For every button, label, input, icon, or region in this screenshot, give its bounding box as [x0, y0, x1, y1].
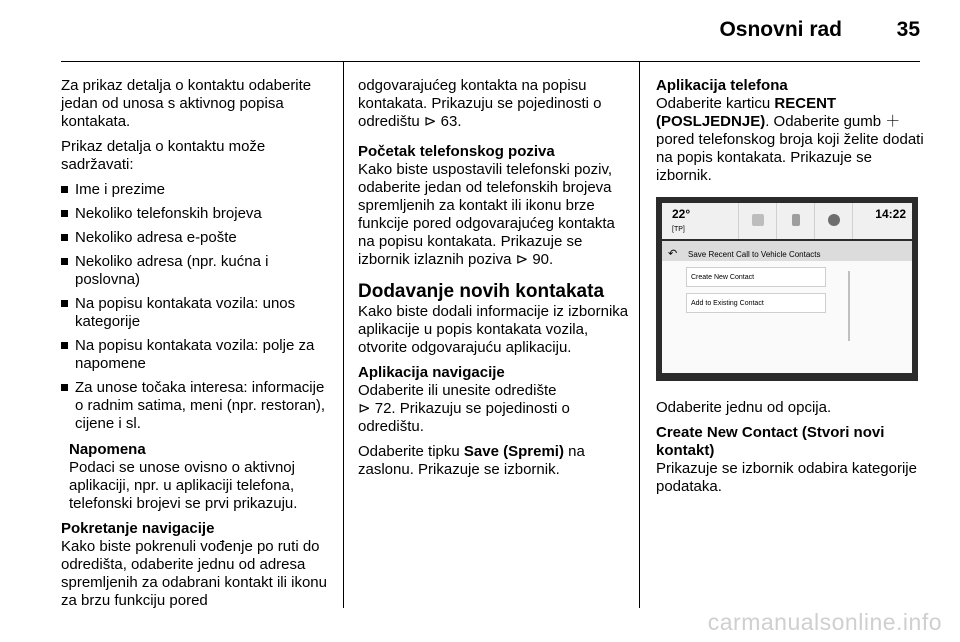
note-box: [61, 441, 331, 513]
paragraph: Odaberite tipku Save (Spremi) na zaslonu. Prikazuje se izbornik.: [358, 443, 585, 478]
add-to-existing-contact-button: Add to Existing Contact: [686, 293, 826, 313]
plus-icon: ＋: [885, 113, 901, 130]
title-bar: [662, 241, 912, 261]
paragraph: Odaberite karticu RECENT (POSLJEDNJE). Odaberite gumb ＋ pored telefonskog broja koji želite dodati na popis kontakata. Prikazuje se izbornik.: [656, 95, 924, 184]
temperature: 22°: [672, 207, 691, 221]
page-number: 35: [896, 18, 920, 41]
column-3: [656, 77, 924, 496]
paragraph: Odaberite jednu od opcija.: [656, 399, 832, 416]
header-rule: [61, 61, 920, 62]
clock: 14:22: [875, 207, 906, 221]
note-text: Podaci se unose ovisno o aktivnoj aplikaciji, npr. u aplikaciji telefona, telefonski brojevi se prvi prikazuju.: [69, 459, 298, 512]
list-item: Ime i prezime: [61, 181, 331, 199]
list-item: Na popisu kontakata vozila: polje za napomene: [61, 337, 331, 373]
bullet-icon: [61, 342, 68, 349]
reference-arrow-icon: ⊳: [423, 113, 437, 130]
detail-list: [61, 181, 331, 433]
column-1: [61, 77, 331, 610]
subheading: Aplikacija telefona: [656, 77, 788, 94]
bullet-icon: [61, 186, 68, 193]
list-item: Nekoliko adresa e-pošte: [61, 229, 331, 247]
column-divider-1: [343, 62, 344, 608]
paragraph: Odaberite ili unesite odredište ⊳ 72. Prikazuju se pojedinosti o odredištu.: [358, 382, 570, 435]
bullet-icon: [61, 258, 68, 265]
tab-navigation: [738, 203, 777, 239]
paragraph: Za prikaz detalja o kontaktu odaberite jedan od unosa s aktivnog popisa kontakata.: [61, 77, 312, 130]
column-2: [358, 77, 630, 479]
tp-indicator: [TP]: [672, 226, 685, 233]
section-heading: Dodavanje novih kontakata: [358, 281, 605, 302]
section-title: Osnovni rad: [719, 18, 842, 41]
list-item: Nekoliko telefonskih brojeva: [61, 205, 331, 223]
tab-keypad: [776, 203, 815, 239]
reference-arrow-icon: ⊳: [358, 400, 371, 417]
bullet-icon: [61, 210, 68, 217]
paragraph: odgovarajućeg kontakta na popisu kontakata. Prikazuju se pojedinosti o odredištu ⊳ 63.: [358, 77, 602, 130]
list-item: Na popisu kontakata vozila: unos kategorije: [61, 295, 331, 331]
bullet-icon: [61, 234, 68, 241]
scrollbar: [848, 271, 850, 341]
note-title: Napomena: [69, 441, 146, 458]
create-new-contact-button: Create New Contact: [686, 267, 826, 287]
page-header: [0, 0, 960, 62]
subheading: Create New Contact (Stvori novi kontakt): [656, 424, 885, 459]
bullet-icon: [61, 384, 68, 391]
paragraph: Prikaz detalja o kontaktu može sadržavati:: [61, 138, 266, 173]
info-icon: [828, 214, 840, 226]
back-arrow-icon: ↶: [668, 248, 678, 260]
phone-icon: [792, 214, 800, 226]
paragraph: Kako biste dodali informacije iz izbornika aplikacije u popis kontakata vozila, otvorite odgovarajuću aplikaciju.: [358, 303, 629, 356]
column-divider-2: [639, 62, 640, 608]
paragraph: Prikazuje se izbornik odabira kategorije podataka.: [656, 460, 917, 495]
screen-title: Save Recent Call to Vehicle Contacts: [688, 250, 821, 259]
tab-info: [814, 203, 853, 239]
infotainment-screenshot: [656, 197, 918, 381]
screen-body: [662, 261, 912, 373]
paragraph: Kako biste uspostavili telefonski poziv, odaberite jedan od telefonskih brojeva spremljenih za kontakt ili ikonu brze funkcije pored odgovarajućeg kontakta na popisu kontakata. Prikazuje se izbornik izlaznih poziva ⊳ 90.: [358, 161, 615, 268]
reference-arrow-icon: ⊳: [515, 251, 529, 268]
subheading: Početak telefonskog poziva: [358, 143, 555, 160]
list-item: Za unose točaka interesa: informacije o radnim satima, meni (npr. restoran), cijene i sl.: [61, 379, 331, 433]
bullet-icon: [61, 300, 68, 307]
paragraph: Kako biste pokrenuli vođenje po ruti do odredišta, odaberite jednu od adresa spremljenih za odabrani kontakt ili ikonu za brzu funkciju pored: [61, 538, 327, 609]
subheading: Aplikacija navigacije: [358, 364, 505, 381]
subheading: Pokretanje navigacije: [61, 520, 215, 537]
status-bar: [662, 203, 912, 239]
list-item: Nekoliko adresa (npr. kućna i poslovna): [61, 253, 331, 289]
watermark: carmanualsonline.info: [707, 609, 942, 635]
navigation-icon: [752, 214, 764, 226]
